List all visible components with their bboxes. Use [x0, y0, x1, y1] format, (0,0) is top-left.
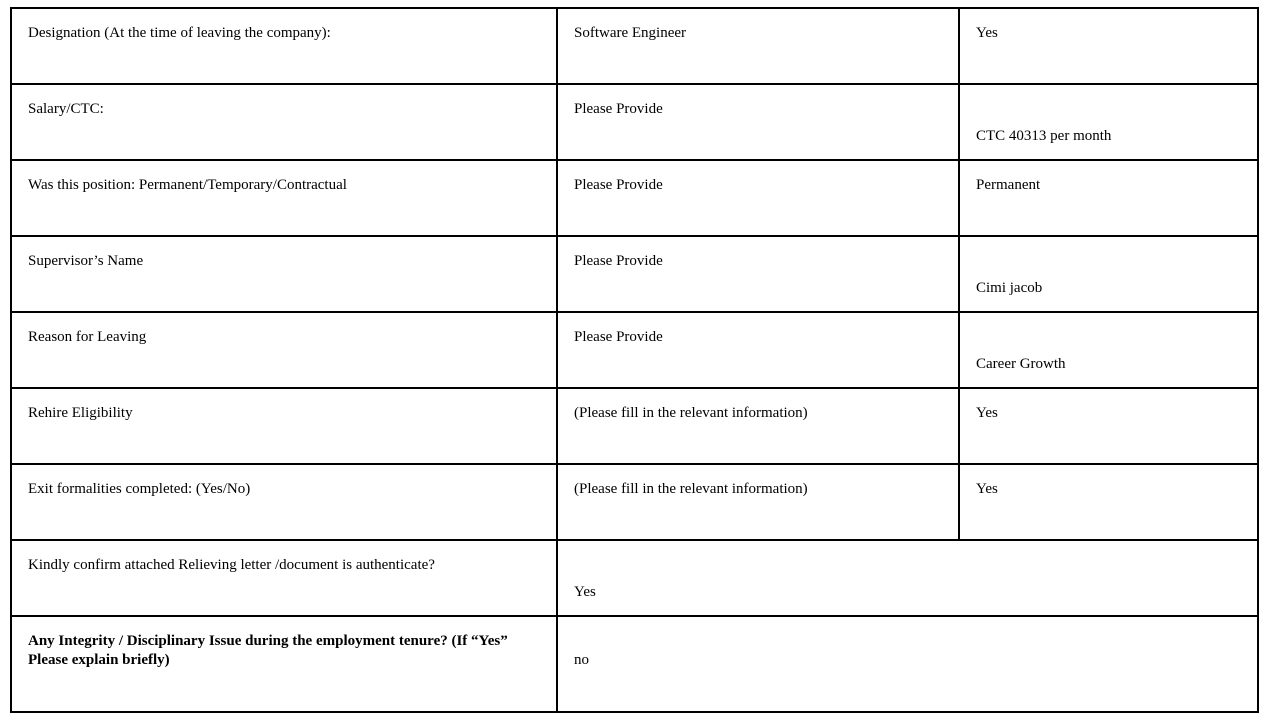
table-row [10, 539, 1259, 615]
verified-value-cell [958, 389, 1257, 463]
verified-value-cell [958, 9, 1257, 83]
table-row [10, 387, 1259, 463]
provided-value: Software Engineer [574, 25, 687, 41]
field-label: Designation (At the time of leaving the company): [28, 25, 331, 41]
answer-value: no [574, 652, 589, 668]
field-label: Kindly confirm attached Relieving letter /document is authenticate? [28, 557, 435, 573]
field-label-cell [12, 237, 556, 311]
table-row [10, 311, 1259, 387]
provided-value: Please Provide [574, 253, 663, 269]
field-label-cell [12, 389, 556, 463]
provided-value-cell [556, 465, 960, 539]
table-row [10, 235, 1259, 311]
field-label-cell [12, 9, 556, 83]
provided-value: Please Provide [574, 177, 663, 193]
field-label-cell [12, 541, 556, 615]
answer-value: Yes [574, 584, 596, 600]
verified-value-cell [958, 465, 1257, 539]
provided-value-cell [556, 85, 960, 159]
verified-value: Yes [976, 481, 998, 497]
answer-cell [556, 541, 1257, 615]
verified-value: Cimi jacob [976, 280, 1043, 296]
verification-table [10, 7, 1259, 713]
table-row [10, 7, 1259, 83]
table-row [10, 463, 1259, 539]
field-label: Salary/CTC: [28, 101, 104, 117]
field-label-cell [12, 465, 556, 539]
field-label: Any Integrity / Disciplinary Issue during the employment tenure? (If “Yes” Please explain briefly) [28, 633, 508, 668]
field-label-cell [12, 85, 556, 159]
verified-value: Career Growth [976, 356, 1066, 372]
provided-value: Please Provide [574, 329, 663, 345]
verified-value: Permanent [976, 177, 1041, 193]
field-label-cell [12, 313, 556, 387]
provided-value: (Please fill in the relevant information) [574, 405, 808, 421]
verified-value-cell [958, 161, 1257, 235]
provided-value-cell [556, 389, 960, 463]
verified-value: CTC 40313 per month [976, 128, 1112, 144]
field-label: Supervisor’s Name [28, 253, 144, 269]
provided-value: Please Provide [574, 101, 663, 117]
field-label-cell [12, 617, 556, 711]
verified-value-cell [958, 85, 1257, 159]
verified-value-cell [958, 313, 1257, 387]
provided-value-cell [556, 9, 960, 83]
table-row [10, 615, 1259, 713]
field-label: Rehire Eligibility [28, 405, 133, 421]
verified-value: Yes [976, 405, 998, 421]
field-label: Reason for Leaving [28, 329, 147, 345]
provided-value-cell [556, 313, 960, 387]
provided-value-cell [556, 161, 960, 235]
provided-value-cell [556, 237, 960, 311]
verified-value: Yes [976, 25, 998, 41]
field-label-cell [12, 161, 556, 235]
provided-value: (Please fill in the relevant information) [574, 481, 808, 497]
field-label: Exit formalities completed: (Yes/No) [28, 481, 251, 497]
table-row [10, 83, 1259, 159]
table-row [10, 159, 1259, 235]
field-label: Was this position: Permanent/Temporary/Contractual [28, 177, 347, 193]
answer-cell [556, 617, 1257, 711]
verified-value-cell [958, 237, 1257, 311]
